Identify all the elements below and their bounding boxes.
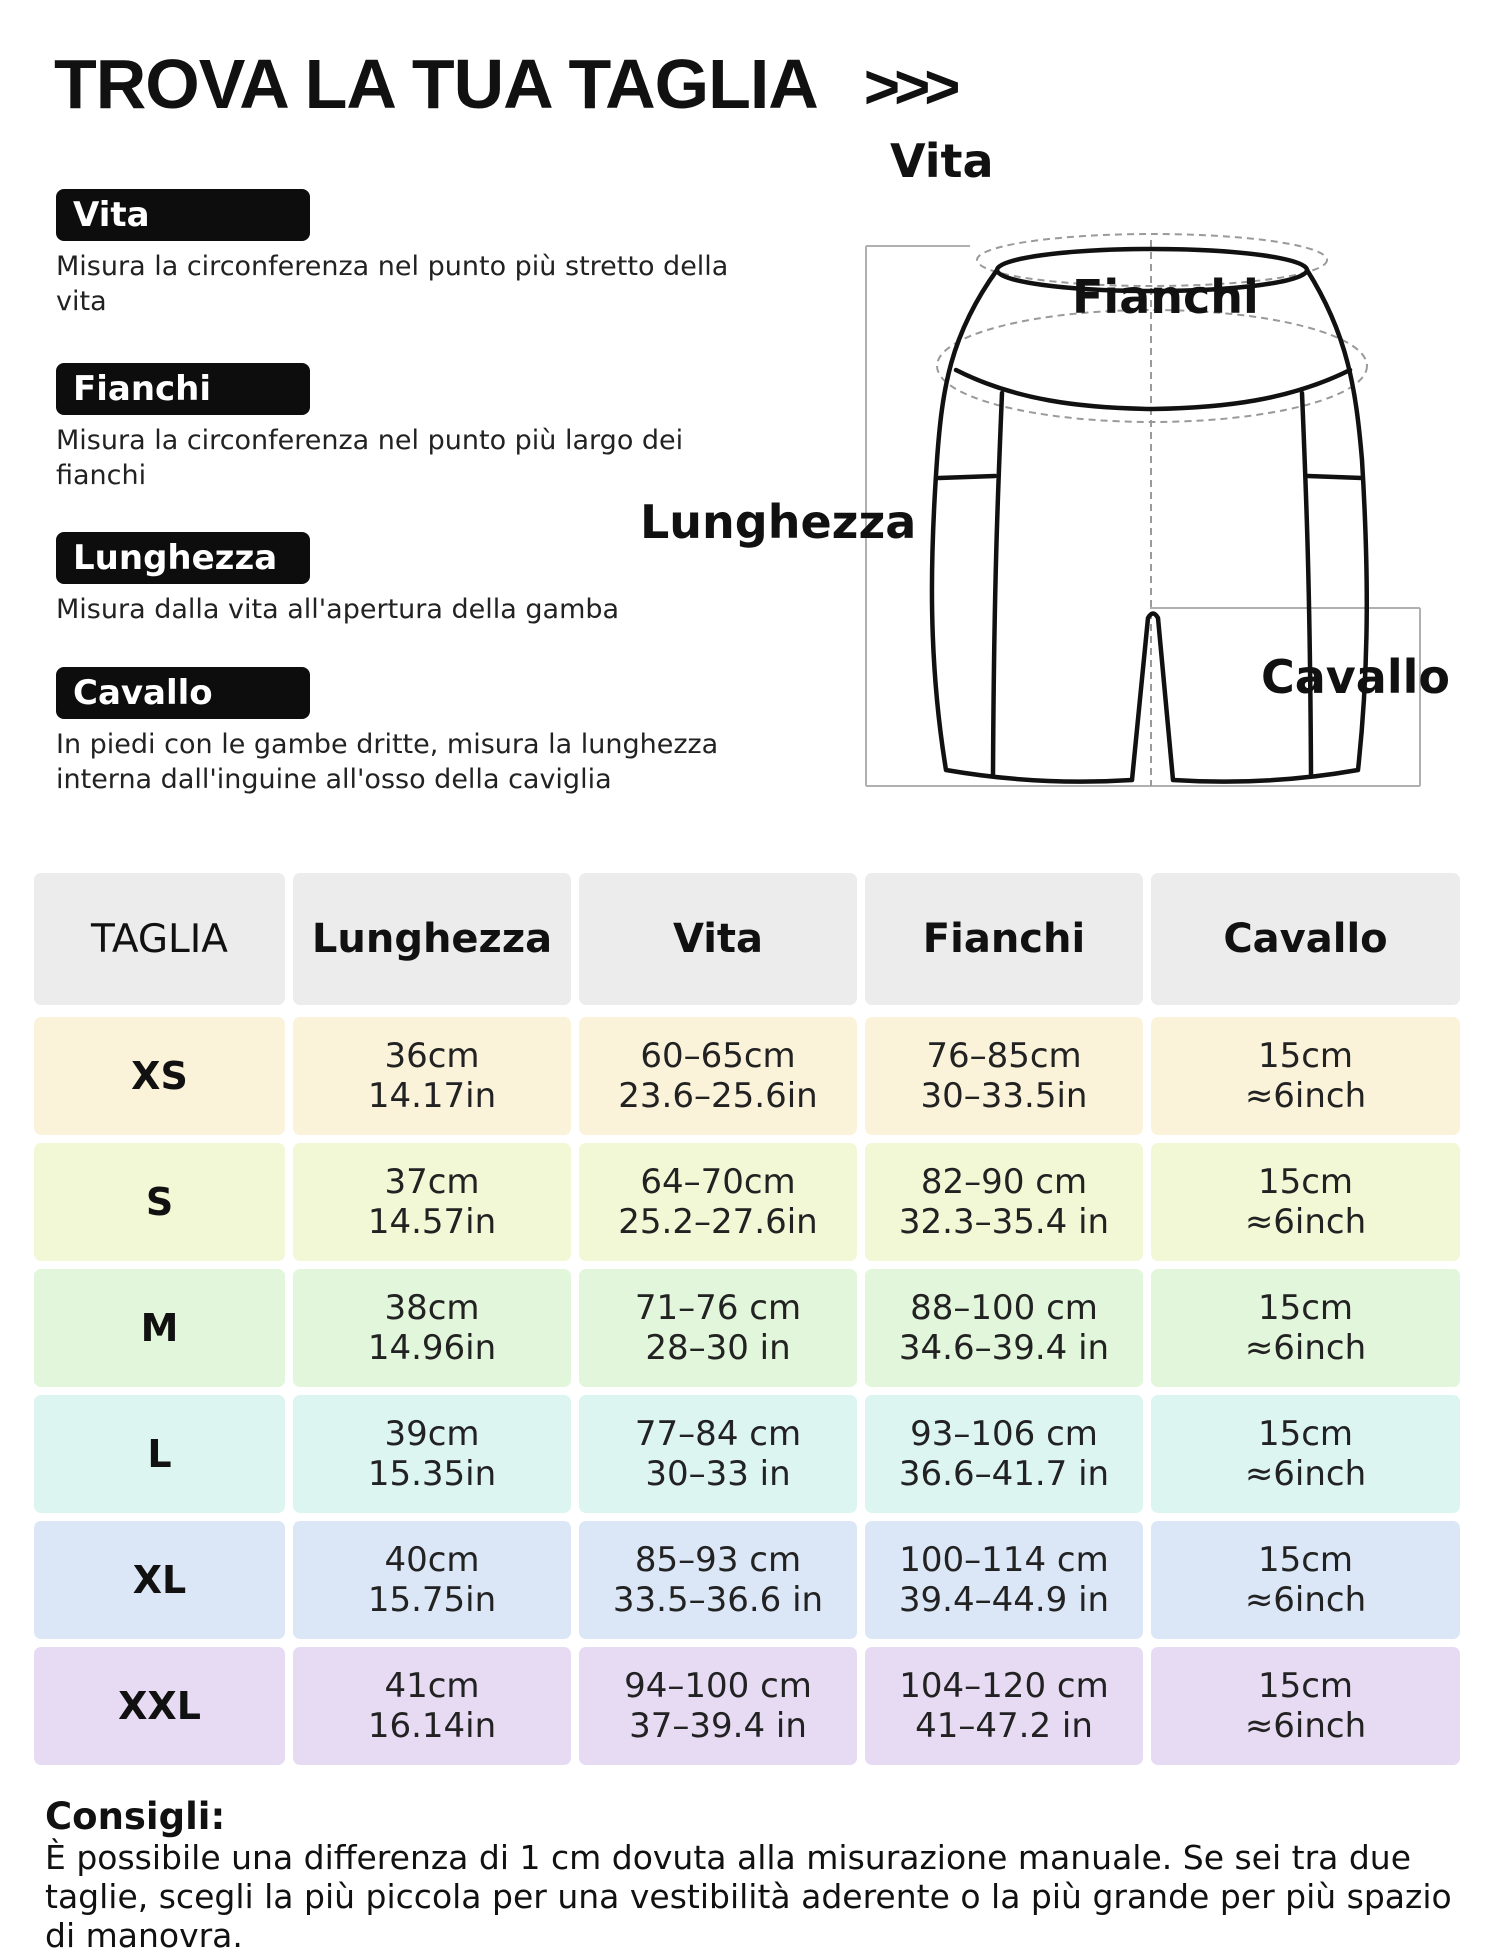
lunghezza-description: Misura dalla vita all'apertura della gamba — [56, 594, 620, 625]
metric-value: 15cm — [1257, 1036, 1354, 1076]
metric-value: 15cm — [1257, 1288, 1354, 1328]
size-cell: S — [34, 1143, 285, 1261]
metric-value: 37cm — [384, 1162, 480, 1202]
cavallo-cell — [1151, 1017, 1460, 1135]
vita-description: Misura la circonferenza nel punto più stretto della vita — [56, 251, 729, 317]
lunghezza-cell — [293, 1269, 571, 1387]
cavallo-cell — [1151, 1143, 1460, 1261]
vita-cell — [579, 1269, 857, 1387]
metric-value: 41cm — [384, 1666, 480, 1706]
imperial-value: 30–33 in — [645, 1454, 791, 1494]
header-lunghezza: Lunghezza — [293, 873, 571, 1005]
vita-cell — [579, 1017, 857, 1135]
imperial-value: 14.57in — [367, 1202, 497, 1242]
lunghezza-cell — [293, 1395, 571, 1513]
cavallo-cell — [1151, 1647, 1460, 1765]
metric-value: 15cm — [1257, 1666, 1354, 1706]
imperial-value: 41–47.2 in — [915, 1706, 1093, 1746]
diagram-label-cavallo: Cavallo — [1261, 650, 1450, 704]
fianchi-cell — [865, 1647, 1143, 1765]
lunghezza-cell — [293, 1017, 571, 1135]
metric-value: 85–93 cm — [634, 1540, 802, 1580]
metric-value: 94–100 cm — [624, 1666, 812, 1706]
cavallo-cell — [1151, 1269, 1460, 1387]
tips-title: Consigli: — [45, 1795, 226, 1838]
metric-value: 93–106 cm — [910, 1414, 1098, 1454]
imperial-value: 15.35in — [367, 1454, 497, 1494]
cavallo-cell — [1151, 1521, 1460, 1639]
imperial-value: 14.17in — [367, 1076, 497, 1116]
imperial-value: 25.2–27.6in — [618, 1202, 818, 1242]
imperial-value: ≈6inch — [1244, 1076, 1367, 1116]
fianchi-cell — [865, 1521, 1143, 1639]
imperial-value: 32.3–35.4 in — [898, 1202, 1110, 1242]
size-cell: L — [34, 1395, 285, 1513]
metric-value: 64–70cm — [640, 1162, 796, 1202]
fianchi-cell — [865, 1395, 1143, 1513]
metric-value: 36cm — [384, 1036, 480, 1076]
header-cavallo: Cavallo — [1151, 873, 1460, 1005]
metric-value: 71–76 cm — [634, 1288, 802, 1328]
fianchi-cell — [865, 1143, 1143, 1261]
metric-value: 15cm — [1257, 1414, 1354, 1454]
imperial-value: 16.14in — [367, 1706, 497, 1746]
vita-cell — [579, 1521, 857, 1639]
lunghezza-cell — [293, 1143, 571, 1261]
metric-value: 60–65cm — [640, 1036, 796, 1076]
cavallo-description: In piedi con le gambe dritte, misura la lunghezza interna dall'inguine all'osso della caviglia — [56, 729, 719, 795]
size-cell: XXL — [34, 1647, 285, 1765]
diagram-label-fianchi: Fianchi — [1072, 270, 1259, 324]
lunghezza-badge: Lunghezza — [56, 532, 310, 584]
cavallo-badge: Cavallo — [56, 667, 310, 719]
metric-value: 76–85cm — [926, 1036, 1082, 1076]
imperial-value: 34.6–39.4 in — [898, 1328, 1110, 1368]
cavallo-cell — [1151, 1395, 1460, 1513]
metric-value: 15cm — [1257, 1162, 1354, 1202]
imperial-value: ≈6inch — [1244, 1454, 1367, 1494]
size-cell: XS — [34, 1017, 285, 1135]
title-text: TROVA LA TUA TAGLIA — [54, 45, 818, 123]
vita-cell — [579, 1143, 857, 1261]
metric-value: 88–100 cm — [910, 1288, 1098, 1328]
fianchi-cell — [865, 1269, 1143, 1387]
metric-value: 82–90 cm — [920, 1162, 1088, 1202]
page-title — [54, 42, 954, 130]
size-cell: M — [34, 1269, 285, 1387]
tips-section — [45, 1796, 1475, 1955]
metric-value: 15cm — [1257, 1540, 1354, 1580]
imperial-value: 30–33.5in — [920, 1076, 1088, 1116]
lunghezza-cell — [293, 1521, 571, 1639]
imperial-value: ≈6inch — [1244, 1580, 1367, 1620]
metric-value: 39cm — [384, 1414, 480, 1454]
metric-value: 100–114 cm — [899, 1540, 1109, 1580]
imperial-value: ≈6inch — [1244, 1202, 1367, 1242]
imperial-value: 36.6–41.7 in — [898, 1454, 1110, 1494]
diagram-label-lunghezza: Lunghezza — [640, 495, 917, 549]
imperial-value: 37–39.4 in — [629, 1706, 807, 1746]
fianchi-badge: Fianchi — [56, 363, 310, 415]
tips-text: È possibile una differenza di 1 cm dovuta alla misurazione manuale. Se sei tra due taglie, scegli la più piccola per una vestibilità aderente o la più grande per più spazio di manovra. — [45, 1838, 1452, 1955]
imperial-value: 28–30 in — [645, 1328, 791, 1368]
metric-value: 40cm — [384, 1540, 480, 1580]
metric-value: 38cm — [384, 1288, 480, 1328]
shorts-diagram — [640, 134, 1450, 800]
diagram-label-vita: Vita — [890, 134, 994, 188]
imperial-value: ≈6inch — [1244, 1706, 1367, 1746]
imperial-value: ≈6inch — [1244, 1328, 1367, 1368]
imperial-value: 39.4–44.9 in — [898, 1580, 1110, 1620]
arrows-icon: >>> — [863, 53, 955, 122]
imperial-value: 15.75in — [367, 1580, 497, 1620]
fianchi-description: Misura la circonferenza nel punto più largo dei fianchi — [56, 425, 684, 491]
header-taglia: TAGLIA — [34, 873, 285, 1005]
size-cell: XL — [34, 1521, 285, 1639]
vita-cell — [579, 1647, 857, 1765]
vita-cell — [579, 1395, 857, 1513]
imperial-value: 23.6–25.6in — [618, 1076, 818, 1116]
metric-value: 104–120 cm — [899, 1666, 1109, 1706]
header-fianchi: Fianchi — [865, 873, 1143, 1005]
metric-value: 77–84 cm — [634, 1414, 802, 1454]
header-vita: Vita — [579, 873, 857, 1005]
shorts-illustration — [650, 160, 1450, 800]
imperial-value: 33.5–36.6 in — [612, 1580, 824, 1620]
lunghezza-cell — [293, 1647, 571, 1765]
vita-badge: Vita — [56, 189, 310, 241]
imperial-value: 14.96in — [367, 1328, 497, 1368]
fianchi-cell — [865, 1017, 1143, 1135]
